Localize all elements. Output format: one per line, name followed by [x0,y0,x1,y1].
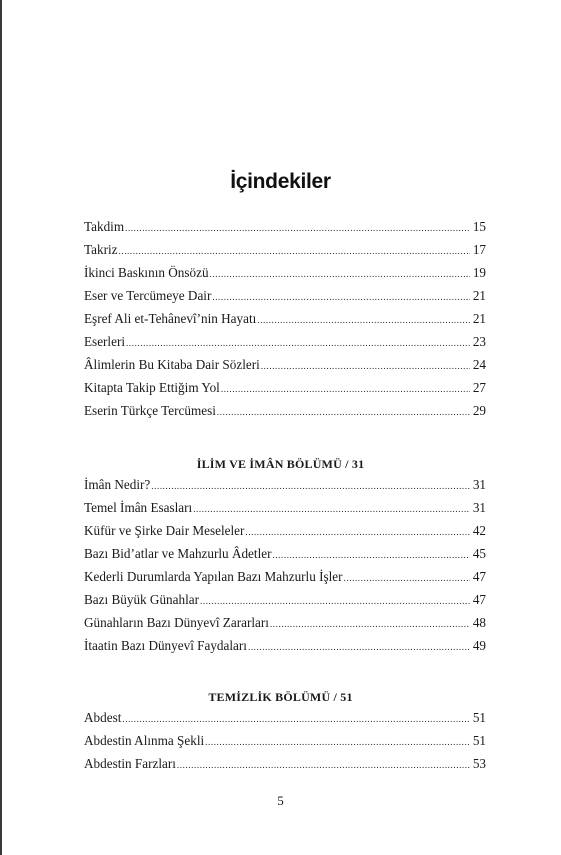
toc-entry[interactable] [84,638,486,661]
toc-entry-label: Küfür ve Şirke Dair Meseleler [84,523,245,538]
dot-leader [210,269,470,279]
toc-entry-label: İmân Nedir? [84,477,151,492]
toc-entry[interactable] [84,733,486,756]
dot-leader [272,550,469,560]
toc-entry-label: Eser ve Tercümeye Dair [84,288,212,303]
dot-leader [248,642,470,652]
toc-entry-page: 29 [472,403,486,418]
dot-leader [126,338,470,348]
toc-entry-label: Kederli Durumlarda Yapılan Bazı Mahzurlu İşler [84,569,343,584]
page-edge-rule [0,0,2,855]
toc-entry[interactable] [84,756,486,779]
page-number: 5 [277,793,284,808]
section-heading-temizlik: TEMİZLİK BÖLÜMÜ / 51 [208,690,353,704]
toc-entry-label: Kitapta Takip Ettiğim Yol [84,380,220,395]
toc-entry[interactable] [84,334,486,357]
section-ilim-iman-list [84,477,486,661]
dot-leader [119,246,470,256]
section-temizlik-list [84,710,486,779]
toc-entry-page: 31 [472,500,486,515]
toc-entry-page: 51 [472,733,486,748]
toc-entry-label: İtaatin Bazı Dünyevî Faydaları [84,638,247,653]
dot-leader [212,292,469,302]
toc-entry-label: Takriz [84,242,118,257]
toc-entry-page: 23 [472,334,486,349]
toc-entry[interactable] [84,357,486,380]
toc-entry-page: 42 [472,523,486,538]
toc-entry-page: 47 [472,569,486,584]
toc-entry-label: Âlimlerin Bu Kitaba Dair Sözleri [84,357,260,372]
dot-leader [261,361,470,371]
toc-entry-label: Günahların Bazı Dünyevî Zararları [84,615,269,630]
toc-entry-page: 53 [472,756,486,771]
toc-entry-label: Temel İmân Esasları [84,500,193,515]
toc-entry-page: 17 [472,242,486,257]
toc-entry[interactable] [84,615,486,638]
toc-entry-page: 15 [472,219,486,234]
toc-entry-label: Abdestin Farzları [84,756,176,771]
toc-entry[interactable] [84,242,486,265]
toc-entry-page: 47 [472,592,486,607]
toc-entry-label: İkinci Baskının Önsözü [84,265,209,280]
toc-entry[interactable] [84,219,486,242]
dot-leader [245,527,469,537]
toc-entry-label: Eşref Ali et-Tehânevî’nin Hayatı [84,311,257,326]
toc-entry[interactable] [84,592,486,615]
toc-entry-label: Takdim [84,219,125,234]
dot-leader [151,481,470,491]
dot-leader [200,596,470,606]
section-heading-ilim-iman: İLİM VE İMÂN BÖLÜMÜ / 31 [196,457,365,471]
toc-entry[interactable] [84,265,486,288]
toc-entry-page: 19 [472,265,486,280]
toc-entry-page: 21 [472,311,486,326]
dot-leader [125,223,470,233]
toc-entry[interactable] [84,546,486,569]
toc-entry[interactable] [84,477,486,500]
toc-entry[interactable] [84,500,486,523]
dot-leader [122,714,469,724]
toc-entry[interactable] [84,523,486,546]
dot-leader [217,407,470,417]
dot-leader [257,315,470,325]
toc-entry-label: Bazı Büyük Günahlar [84,592,199,607]
toc-entry[interactable] [84,311,486,334]
toc-entry-page: 27 [472,380,486,395]
toc-entry[interactable] [84,403,486,426]
dot-leader [344,573,470,583]
dot-leader [177,760,470,770]
toc-entry-label: Abdestin Alınma Şekli [84,733,205,748]
dot-leader [193,504,470,514]
toc-entry-label: Abdest [84,710,122,725]
toc-entry-label: Bazı Bid’atlar ve Mahzurlu Âdetler [84,546,272,561]
toc-entry[interactable] [84,380,486,403]
toc-entry[interactable] [84,569,486,592]
toc-entry[interactable] [84,710,486,733]
toc-entry-label: Eserleri [84,334,126,349]
toc-entry-label: Eserin Türkçe Tercümesi [84,403,216,418]
toc-entry[interactable] [84,288,486,311]
toc-entry-page: 31 [472,477,486,492]
dot-leader [205,737,470,747]
toc-entry-page: 51 [472,710,486,725]
toc-entry-page: 21 [472,288,486,303]
dot-leader [221,384,470,394]
dot-leader [270,619,470,629]
toc-entry-page: 24 [472,357,486,372]
front-matter-list [84,219,486,426]
toc-entry-page: 48 [472,615,486,630]
toc-entry-page: 49 [472,638,486,653]
page-title: İçindekiler [230,170,331,193]
toc-entry-page: 45 [472,546,486,561]
